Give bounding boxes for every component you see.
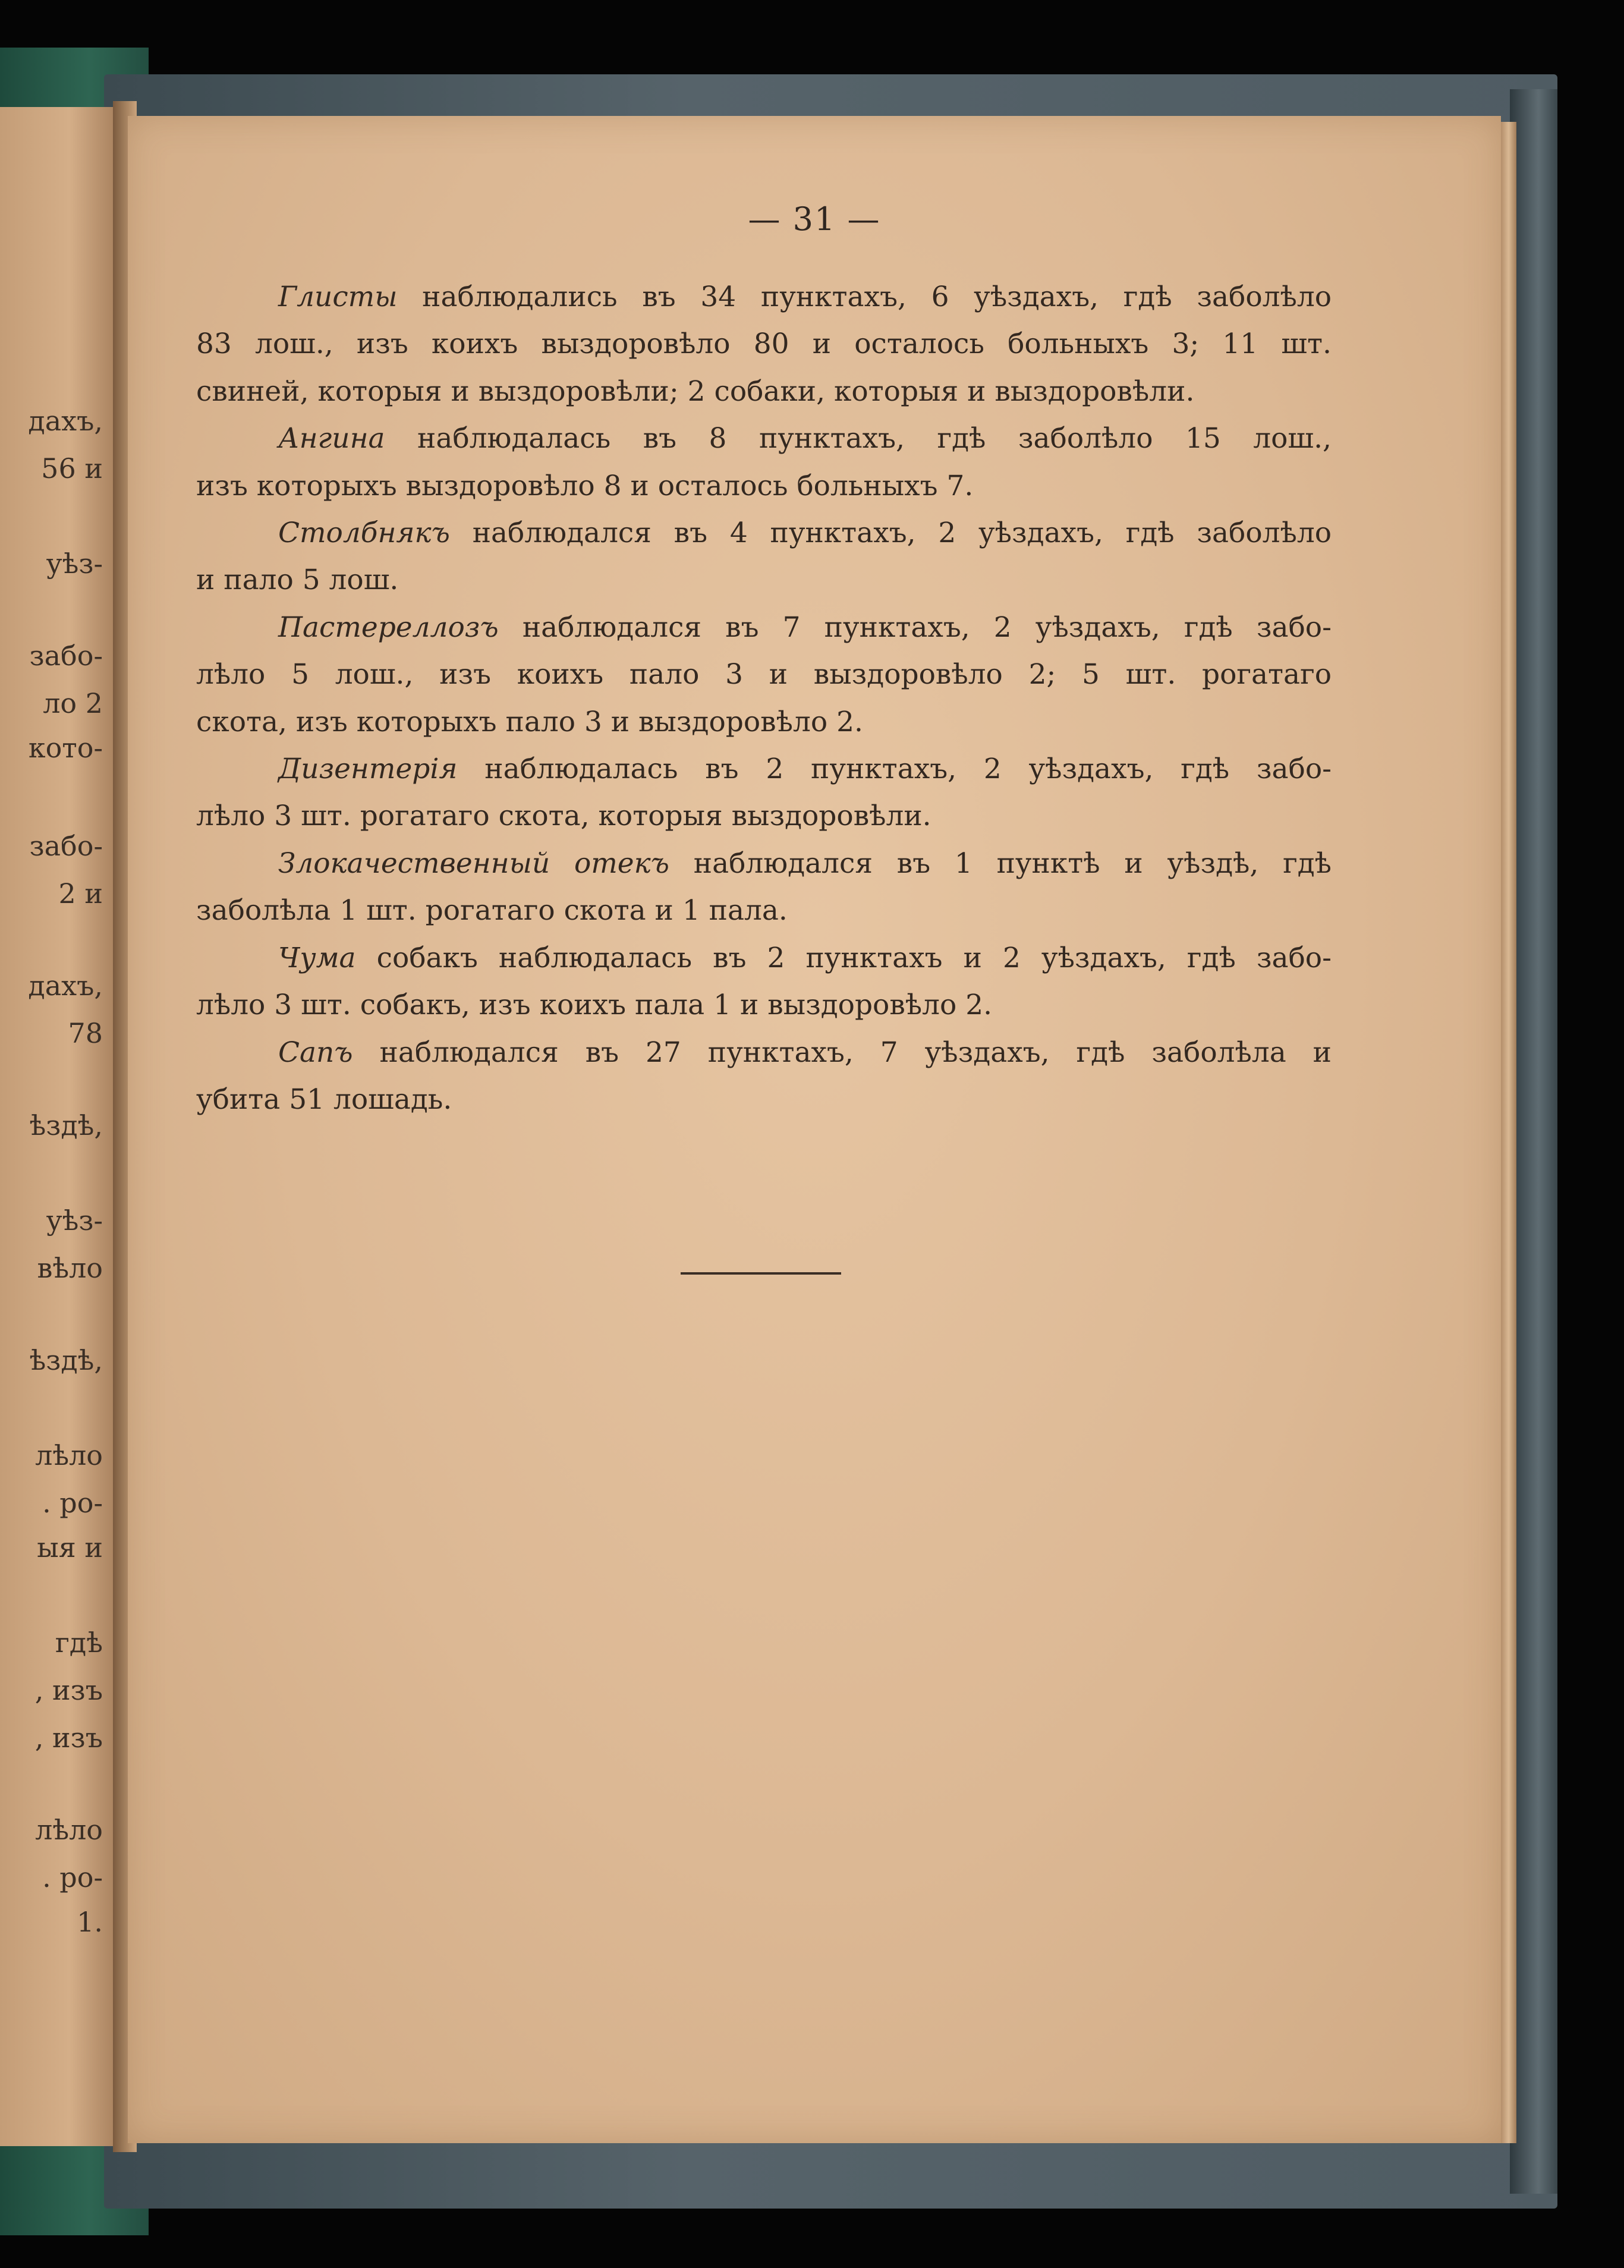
- disease-term: Чума: [278, 941, 356, 974]
- left-page-fragment: забо-: [29, 640, 103, 672]
- page: [128, 116, 1501, 2143]
- left-page-fragment: забо-: [29, 830, 103, 862]
- page-block-edge: [1501, 122, 1516, 2143]
- paragraph-line: заболѣла 1 шт. рогатаго скота и 1 пала.: [196, 894, 788, 927]
- left-page-fragment: , изъ: [34, 1722, 103, 1754]
- paragraph-line: [196, 840, 1332, 887]
- line-text: наблюдались въ 34 пунктахъ, 6 уѣздахъ, гдѣ заболѣло: [397, 281, 1332, 313]
- paragraph-line: изъ которыхъ выздоровѣло 8 и осталось больныхъ 7.: [196, 469, 974, 502]
- line-text: наблюдалась въ 8 пунктахъ, гдѣ заболѣло 15 лош.,: [385, 422, 1332, 455]
- left-page-fragment: дахъ,: [28, 405, 103, 437]
- left-page-fragment: кото-: [28, 732, 103, 764]
- left-page-fragment: . ро-: [42, 1861, 103, 1893]
- paragraph-line: [196, 415, 1332, 462]
- left-page-fragment: уѣз-: [46, 548, 103, 580]
- paragraph-line: [196, 509, 1332, 556]
- paragraph-line: [196, 935, 1332, 982]
- left-page-fragment: вѣло: [37, 1252, 103, 1284]
- paragraph-line: [196, 1029, 1332, 1076]
- disease-term: Столбнякъ: [278, 517, 450, 550]
- line-text: наблюдался въ 4 пунктахъ, 2 уѣздахъ, гдѣ заболѣло: [449, 517, 1332, 550]
- line-text: наблюдался въ 7 пунктахъ, 2 уѣздахъ, гдѣ забо-: [498, 611, 1332, 644]
- paragraph-line: свиней, которыя и выздоровѣли; 2 собаки, которыя и выздоровѣли.: [196, 375, 1195, 408]
- left-page-fragment: гдѣ: [55, 1627, 103, 1659]
- disease-term: Пастереллозъ: [278, 611, 499, 644]
- left-page-fragment: дахъ,: [28, 970, 103, 1002]
- paragraph-line: [196, 604, 1332, 651]
- disease-term: Ангина: [278, 422, 385, 455]
- left-page-fragment: 56 и: [41, 452, 103, 485]
- page-number: — 31 —: [748, 200, 881, 238]
- paragraph-line: 83 лош., изъ коихъ выздоровѣло 80 и осталось больныхъ 3; 11 шт.: [196, 328, 1332, 361]
- disease-term: Глисты: [278, 281, 398, 313]
- disease-term: Злокачественный отекъ: [278, 847, 670, 880]
- paragraph-line: лѣло 3 шт. рогатаго скота, которыя выздоровѣли.: [196, 800, 931, 833]
- disease-term: Дизентерія: [278, 753, 458, 786]
- left-page-fragment: 2 и: [58, 877, 103, 910]
- line-text: собакъ наблюдалась въ 2 пунктахъ и 2 уѣздахъ, гдѣ забо-: [355, 941, 1332, 974]
- left-page-fragment: , изъ: [34, 1674, 103, 1706]
- paragraph-line: лѣло 5 лош., изъ коихъ пало 3 и выздоровѣло 2; 5 шт. рогатаго: [196, 658, 1332, 691]
- left-page-fragment: . ро-: [42, 1487, 103, 1519]
- paragraph-line: скота, изъ которыхъ пало 3 и выздоровѣло 2.: [196, 705, 863, 738]
- disease-term: Сапъ: [278, 1036, 353, 1069]
- left-page-fragment: лѣло: [35, 1439, 103, 1471]
- left-page-fragment: уѣз-: [46, 1204, 103, 1237]
- paragraph-line: [196, 745, 1332, 792]
- left-page-fragment: лѣло: [35, 1814, 103, 1846]
- line-text: наблюдалась въ 2 пунктахъ, 2 уѣздахъ, гдѣ забо-: [457, 753, 1332, 786]
- page-body: [196, 273, 1332, 1123]
- left-page-fragment: ѣздѣ,: [29, 1344, 103, 1376]
- line-text: наблюдался въ 27 пунктахъ, 7 уѣздахъ, гдѣ заболѣла и: [353, 1036, 1332, 1069]
- left-page-fragment: 78: [68, 1017, 103, 1049]
- left-page-fragment: 1.: [77, 1906, 103, 1938]
- left-page-edge: [0, 107, 116, 2146]
- cover-edge: [1510, 89, 1557, 2194]
- left-page-fragment: ѣздѣ,: [29, 1109, 103, 1141]
- left-page-fragment: ыя и: [37, 1531, 103, 1564]
- paragraph-line: [196, 273, 1332, 320]
- paragraph-line: убита 51 лошадь.: [196, 1083, 452, 1116]
- line-text: наблюдался въ 1 пунктѣ и уѣздѣ, гдѣ: [669, 847, 1332, 880]
- paragraph-line: и пало 5 лош.: [196, 564, 399, 597]
- left-page-fragment: ло 2: [43, 687, 103, 719]
- section-end-rule: [681, 1272, 841, 1275]
- paragraph-line: лѣло 3 шт. собакъ, изъ коихъ пала 1 и выздоровѣло 2.: [196, 989, 993, 1022]
